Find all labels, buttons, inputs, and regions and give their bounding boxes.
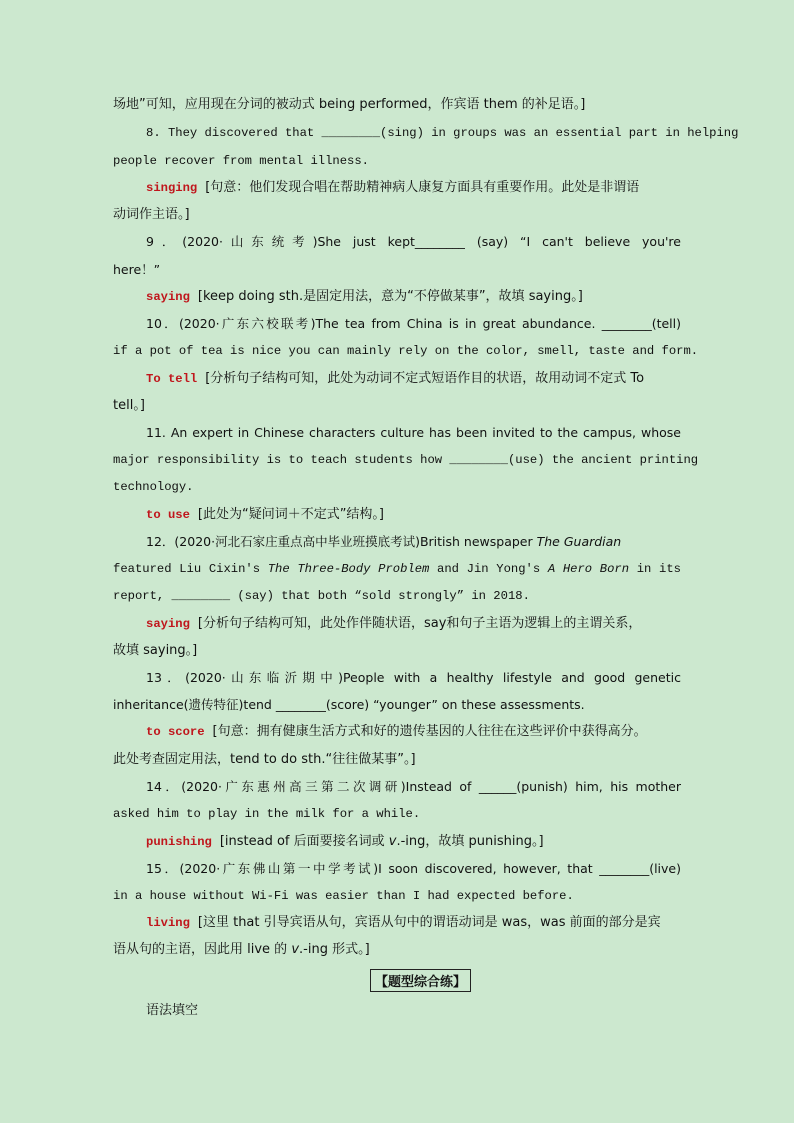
question-13: 13．(2020·山东临沂期中)People with a healthy lifestyle and good genetic — [146, 670, 681, 685]
question-15-cont: in a house without Wi-Fi was easier than I had expected before. — [113, 889, 574, 903]
answer-8 — [146, 180, 681, 196]
question-10: 10．(2020·广东六校联考)The tea from China is in great abundance. ________(tell) — [146, 316, 681, 331]
answer-14 — [146, 834, 681, 850]
question-9-cont: here！” — [113, 262, 161, 277]
answer-13 — [146, 724, 681, 740]
answer-9 — [146, 289, 681, 305]
section-heading — [370, 969, 471, 992]
explanation-text: .-ing 形式。] — [299, 942, 370, 957]
explanation-text: v — [291, 942, 300, 957]
answer-12-cont: 故填 saying。] — [113, 643, 198, 658]
explanation-text: [keep doing sth.是固定用法，意为“不停做某事”，故填 saying。] — [197, 289, 583, 304]
answer-15 — [146, 915, 681, 931]
explanation-text: 语从句的主语，因此用 live 的 — [113, 942, 292, 957]
question-8: 8. They discovered that ________(sing) in groups was an essential part in helping — [146, 126, 739, 140]
answer-15-cont — [113, 942, 681, 958]
book-title: The Guardian — [536, 534, 622, 549]
question-11-end: technology. — [113, 480, 194, 494]
explanation-text: [句意：拥有健康生活方式和好的遗传基因的人往往在这些评价中获得高分。 — [212, 724, 647, 739]
explanation-text: [分析句子结构可知，此处为动词不定式短语作目的状语，故用动词不定式 To — [205, 371, 645, 386]
question-8-cont: people recover from mental illness. — [113, 154, 369, 168]
answer-12 — [146, 616, 681, 632]
section-subheading: 语法填空 — [146, 1003, 199, 1018]
question-15: 15．(2020·广东佛山第一中学考试)I soon discovered, however, that ________(live) — [146, 861, 681, 876]
question-9: 9．(2020·山东统考)She just kept________ (say) “I can't believe you're — [146, 234, 681, 249]
book-title: The Three-Body Problem — [267, 562, 430, 576]
bracket: 】 — [453, 975, 467, 990]
answer-10-cont: tell。] — [113, 398, 145, 413]
explanation-text: .-ing，故填 punishing。] — [396, 834, 544, 849]
question-text: in its — [629, 562, 681, 576]
explanation-text: 场地”可知，应用现在分词的被动式 being performed，作宾语 them 的补足语。] — [113, 97, 586, 112]
question-14-cont: asked him to play in the milk for a while. — [113, 807, 421, 821]
question-text: and Jin Yong's — [429, 562, 548, 576]
question-12-cont — [113, 561, 681, 577]
question-13-cont: inheritance(遗传特征)tend ________(score) “younger” on these assessments. — [113, 697, 585, 712]
question-11-cont: major responsibility is to teach students how ________(use) the ancient printing — [113, 453, 699, 467]
explanation-text: v — [388, 834, 397, 849]
answer-8-cont: 动词作主语。] — [113, 207, 190, 222]
question-text: 12．(2020·河北石家庄重点高中毕业班摸底考试)British newspaper — [146, 534, 537, 549]
answer-word: To tell — [146, 372, 198, 386]
question-11: 11. An expert in Chinese characters culture has been invited to the campus, whose — [146, 425, 681, 440]
answer-11 — [146, 507, 681, 523]
answer-word: saying — [146, 290, 190, 304]
explanation-text: [分析句子结构可知，此处作伴随状语，say和句子主语为逻辑上的主谓关系， — [197, 616, 642, 631]
section-heading-text: 题型综合练 — [388, 975, 454, 990]
answer-13-cont: 此处考查固定用法，tend to do sth.“往往做某事”。] — [113, 752, 416, 767]
book-title: A Hero Born — [547, 562, 630, 576]
text-line — [113, 97, 681, 113]
explanation-text: [这里 that 引导宾语从句，宾语从句中的谓语动词是 was，was 前面的部分是宾 — [197, 915, 661, 930]
answer-10 — [146, 371, 681, 387]
question-12 — [146, 534, 681, 550]
question-12-end: report, ________ (say) that both “sold strongly” in 2018. — [113, 589, 530, 603]
answer-word: living — [146, 916, 190, 930]
question-14: 14．(2020·广东惠州高三第二次调研)Instead of ______(punish) him, his mother — [146, 779, 681, 794]
bracket: 【 — [375, 975, 389, 990]
explanation-text: [instead of 后面要接名词或 — [219, 834, 389, 849]
answer-word: to use — [146, 508, 190, 522]
explanation-text: [句意：他们发现合唱在帮助精神病人康复方面具有重要作用。此处是非谓语 — [205, 180, 640, 195]
question-text: featured Liu Cixin's — [113, 562, 268, 576]
answer-word: punishing — [146, 835, 212, 849]
explanation-text: [此处为“疑问词＋不定式”结构。] — [197, 507, 385, 522]
answer-word: saying — [146, 617, 190, 631]
question-10-cont: if a pot of tea is nice you can mainly rely on the color, smell, taste and form. — [113, 344, 699, 358]
answer-word: to score — [146, 725, 205, 739]
answer-word: singing — [146, 181, 198, 195]
